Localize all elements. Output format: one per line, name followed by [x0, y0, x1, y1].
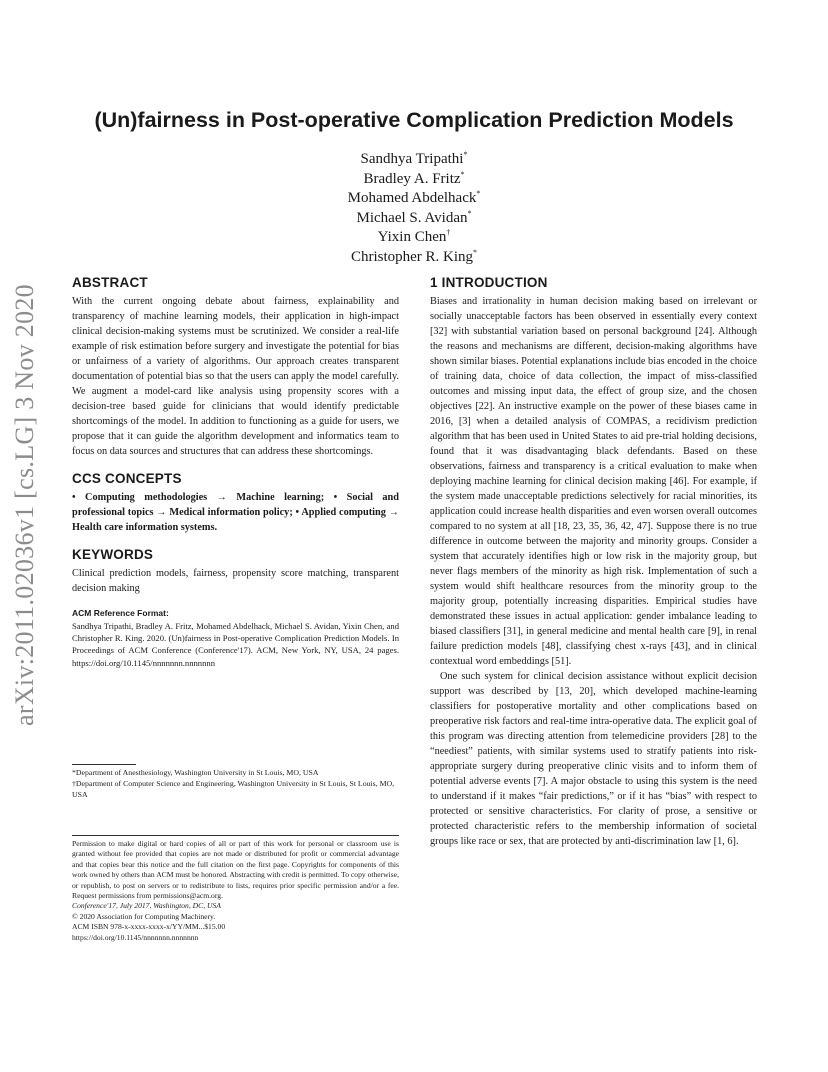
permission-text: Permission to make digital or hard copies of all or part of this work for personal or classroom use is granted without fee provided that copies are not made or distributed for profit or commercial advantage and that copies bear this notice and the full citation on the first page. Copyrights for components of this work owned by others than ACM must be honored. Abstracting with credit is permitted. To copy otherwise, or republish, to post on servers or to redistribute to lists, requires prior specific permission and/or a fee. Request permissions from permissions@acm.org. — [72, 839, 399, 901]
copyright-line: © 2020 Association for Computing Machinery. — [72, 911, 216, 921]
footnote: *Department of Anesthesiology, Washington University in St Louis, MO, USA — [72, 768, 319, 777]
permission-block — [72, 839, 399, 943]
keywords-heading: KEYWORDS — [72, 547, 154, 562]
ccs-heading: CCS CONCEPTS — [72, 471, 182, 486]
author: Yixin Chen† — [377, 228, 451, 246]
author: Bradley A. Fritz* — [363, 169, 465, 187]
right-column — [430, 275, 757, 849]
permission-rule — [72, 835, 399, 836]
conference-line: Conference'17, July 2017, Washington, DC, USA — [72, 901, 221, 911]
introduction-section — [430, 275, 757, 849]
introduction-heading: 1 INTRODUCTION — [430, 275, 548, 290]
footnote: †Department of Computer Science and Engineering, Washington University in St Louis, St Louis, MO, USA — [72, 778, 395, 799]
author: Christopher R. King* — [350, 247, 478, 265]
isbn-line: ACM ISBN 978-x-xxxx-xxxx-x/YY/MM...$15.00 — [72, 922, 226, 932]
ccs-text: • Computing methodologies → Machine learning; • Social and professional topics → Medical information policy; • Applied computing → Health care information systems. — [72, 492, 399, 533]
keywords-text: Clinical prediction models, fairness, propensity score matching, transparent decision making — [72, 568, 399, 594]
abstract-section — [72, 275, 399, 459]
reference-format-heading: ACM Reference Format: — [72, 608, 169, 618]
doi-line: https://doi.org/10.1145/nnnnnnn.nnnnnnn — [72, 932, 199, 942]
abstract-text: With the current ongoing debate about fairness, explainability and transparency of machine learning models, their application in high-impact clinical decision-making systems must be scrutinized. We consider a real-life example of risk estimation before surgery and investigate the potential for bias or unfairness of a variety of algorithms. Our approach creates transparent documentation of potential bias so that the users can apply the model carefully. We augment a model-card like analysis using propensity scores with a decision-tree based guide for clinicians that would identify predictable shortcomings of the model. In addition to functioning as a guide for users, we propose that it can guide the algorithm development and informatics team to focus on data sources and structures that can address these shortcomings. — [72, 296, 399, 457]
footnote-rule — [72, 764, 136, 765]
reference-format-text: Sandhya Tripathi, Bradley A. Fritz, Mohamed Abdelhack, Michael S. Avidan, Yixin Chen, and Christopher R. King. 2020. (Un)fairness in Post-operative Complication Prediction Models. In Proceedings of ACM Conference (Conference'17). ACM, New York, NY, USA, 24 pages. https://doi.org/10.1145/nnnnnnn.nnnnnnn — [72, 621, 399, 668]
keywords-section — [72, 547, 399, 596]
arxiv-identifier-text: arXiv:2011.02036v1 [cs.LG] 3 Nov 2020 — [10, 284, 39, 726]
introduction-paragraph: One such system for clinical decision assistance without explicit decision support was described by [13, 20], which developed machine-learning classifiers for postoperative mortality and other complications based on preoperative risk factors and real-time intra-operative data. The explicit goal of this program was directing attention from telemedicine providers [28] to the “neediest” patients, with similar systems used to stratify patients into risk-appropriate surgery during preoperative clinic visits and to inform them of potential adverse events [7]. A major obstacle to using this system is the need to understand if it makes “fair predictions,” or if it has “bias” with respect to protected or sensitive characteristics. For clarity of prose, a sensitive or protected characteristic refers to the membership information of societal groups like race or sex, that are protected by anti-discrimination law [1, 6]. — [430, 671, 757, 847]
author-list — [214, 150, 614, 268]
left-column — [72, 275, 399, 669]
reference-format-section — [72, 608, 399, 669]
author: Mohamed Abdelhack* — [347, 189, 481, 207]
author: Michael S. Avidan* — [356, 208, 472, 226]
author: Sandhya Tripathi* — [360, 150, 468, 167]
arxiv-identifier — [2, 284, 48, 726]
abstract-heading: ABSTRACT — [72, 275, 148, 290]
paper-title: (Un)fairness in Post-operative Complication Prediction Models — [94, 108, 734, 132]
footnotes — [72, 768, 399, 800]
ccs-concepts-section — [72, 471, 399, 535]
introduction-paragraph: Biases and irrationality in human decision making based on irrelevant or socially unacceptable factors has been observed in essentially every context [32] with substantial variation based on personal background [24]. Although the reasons and mechanisms are different, decision-making algorithms have shown similar biases. Potential explanations include bias encoded in the choice of training data, choice of data collection, the impact of miss-classified outcomes and missing input data, the effect of group size, and the chosen objectives [22]. An instructive example on the power of these biases came in 2016, [3] when a detailed analysis of COMPAS, a recidivism prediction algorithm that has been used in United States to aid pre-trial holding decisions, found that it was disadvantaging black defendants. Based on these observations, fairness and transparency is a critical evaluation to make when deploying machine learning for clinical decision making [46]. For example, if the system made unacceptable predictions selectively for racial minorities, its application could increase health disparities and even worsen overall outcomes compared to no system at all [18, 23, 35, 36, 42, 47]. Suppose there is no true difference in outcome between the majority and minority groups. Consider a system that accurately identifies high or low risk in the majority group, but never flags members of the minority as high risk. Implementation of such a system would shift healthcare resources from the minority group to the majority group, potentially increasing disparities. Empirical studies have demonstrated these issues in actual application: gender imbalance leading to biased classifiers [31], in general medicine and mental health care [9], in renal failure prediction models [48], classifying chest x-rays [43], and in clinical contextual word embeddings [51]. — [430, 296, 757, 667]
